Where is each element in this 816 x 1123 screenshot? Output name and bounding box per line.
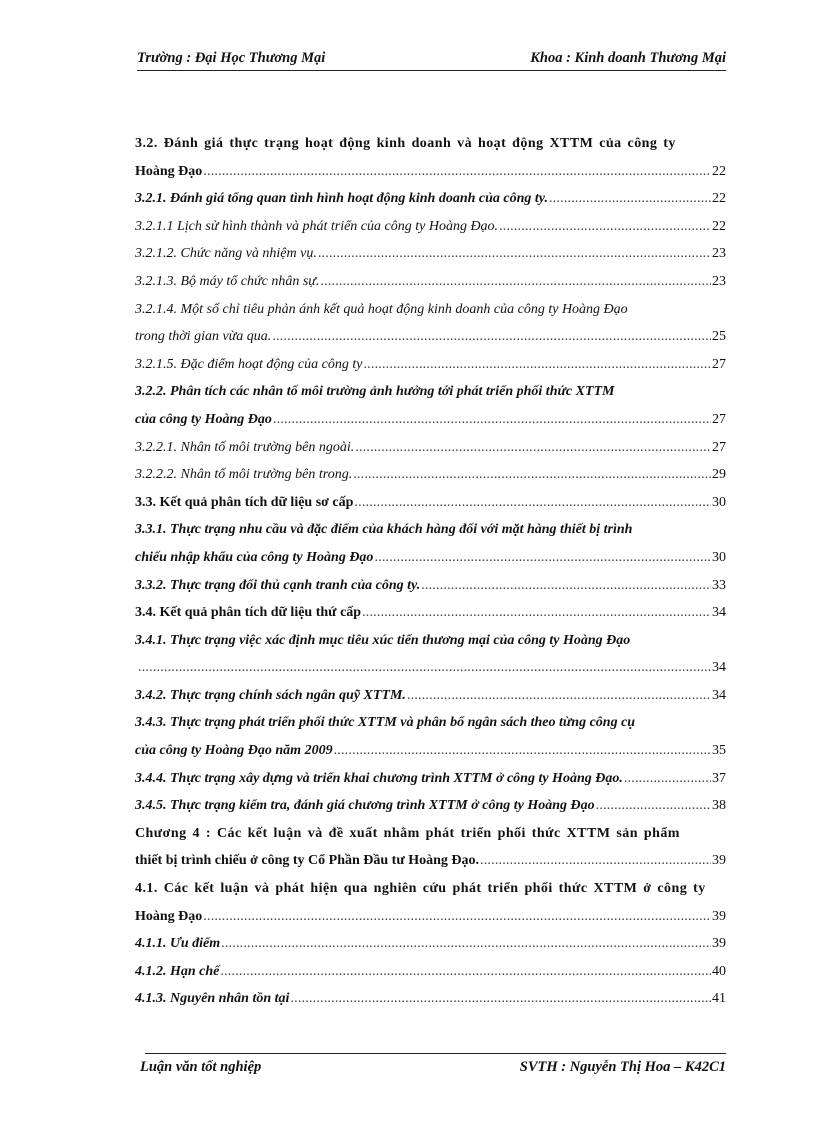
toc-entry-title: 3.2.1.5. Đặc điểm hoạt động của công ty [135,356,363,372]
page-footer [140,1059,726,1079]
toc-leader-dots [318,240,711,268]
toc-entry-title: 3.4.4. Thực trạng xây dựng và triển khai chương trình XTTM ở công ty Hoàng Đạo. [135,770,623,786]
footer-student: SVTH : Nguyễn Thị Hoa – K42C1 [519,1059,726,1075]
toc-entry[interactable] [135,351,726,379]
header-faculty: Khoa : Kinh doanh Thương Mại [530,50,726,66]
toc-page-number: 34 [712,605,726,621]
toc-leader-dots [363,351,711,379]
toc-entry[interactable] [135,599,726,627]
toc-entry-title-line1: 3.2.1.4. Một số chỉ tiêu phản ánh kết quả hoạt động kinh doanh của công ty Hoàng Đạo [135,301,628,317]
toc-leader-dots [353,461,711,489]
toc-page-number: 22 [712,218,726,234]
toc-leader-dots [272,323,711,351]
toc-leader-dots [596,792,711,820]
toc-entry-title: 3.2.1.3. Bộ máy tổ chức nhân sự. [135,273,320,289]
footer-thesis-label: Luận văn tốt nghiệp [140,1059,262,1075]
toc-page-number: 38 [712,798,726,814]
toc-leader-dots [221,930,711,958]
toc-leader-dots [355,434,711,462]
toc-entry-title: 3.4. Kết quả phân tích dữ liệu thứ cấp [135,605,362,621]
toc-entry[interactable] [135,572,726,600]
toc-page-number: 30 [712,494,726,510]
toc-entry-title: của công ty Hoàng Đạo [135,411,272,427]
toc-leader-dots [273,406,711,434]
toc-page-number: 27 [712,439,726,455]
toc-leader-dots [203,158,711,186]
table-of-contents [135,130,726,1013]
toc-leader-dots [499,213,711,241]
toc-entry[interactable] [135,765,726,793]
toc-entry[interactable] [135,627,726,682]
toc-entry-title: 3.2.1. Đánh giá tổng quan tình hình hoạt động kinh doanh của công ty. [135,191,548,207]
toc-entry-title: 4.1.1. Ưu điểm [135,936,221,952]
toc-page-number: 39 [712,936,726,952]
toc-entry-title: trong thời gian vừa qua. [135,329,272,345]
header-school: Trường : Đại Học Thương Mại [137,50,326,66]
toc-leader-dots [480,847,711,875]
toc-entry-title: 3.4.5. Thực trạng kiểm tra, đánh giá chương trình XTTM ở công ty Hoàng Đạo [135,798,595,814]
toc-leader-dots [624,765,711,793]
toc-entry[interactable] [135,516,726,571]
footer-divider [145,1053,726,1054]
toc-page-number: 41 [712,991,726,1007]
toc-entry[interactable] [135,296,726,351]
toc-page-number: 40 [712,963,726,979]
page-header [137,48,726,71]
toc-page-number: 27 [712,411,726,427]
toc-leader-dots [362,599,711,627]
toc-entry-title: 3.2.2.2. Nhân tố môi trường bên trong. [135,467,353,483]
toc-entry-title: chiếu nhập khẩu của công ty Hoàng Đạo [135,549,374,565]
toc-entry[interactable] [135,792,726,820]
toc-entry[interactable] [135,213,726,241]
toc-entry-title: 4.1.3. Nguyên nhân tồn tại [135,991,290,1007]
toc-entry-title: 3.3. Kết quả phân tích dữ liệu sơ cấp [135,494,354,510]
toc-page-number: 37 [712,770,726,786]
toc-entry-title-line1: 3.4.3. Thực trạng phát triển phối thức XTTM và phân bổ ngân sách theo từng công cụ [135,715,636,731]
toc-entry-title: 3.3.2. Thực trạng đối thủ cạnh tranh của công ty. [135,577,421,593]
toc-entry[interactable] [135,185,726,213]
toc-entry-title: 3.4.2. Thực trạng chính sách ngân quỹ XTTM. [135,687,406,703]
toc-entry-title-line1: 3.2. Đánh giá thực trạng hoạt động kinh doanh và hoạt động XTTM của công ty [135,136,676,151]
toc-entry-title: của công ty Hoàng Đạo năm 2009 [135,743,333,759]
toc-leader-dots [320,268,711,296]
toc-page-number: 35 [712,743,726,759]
toc-entry-title: Hoàng Đạo [135,163,203,179]
toc-page-number: 27 [712,356,726,372]
toc-page-number: 33 [712,577,726,593]
toc-page-number: 23 [712,273,726,289]
toc-entry-title-line1: 4.1. Các kết luận và phát hiện qua nghiên cứu phát triển phối thức XTTM ở công ty [135,881,706,897]
toc-entry[interactable] [135,682,726,710]
toc-leader-dots [203,903,711,931]
toc-entry[interactable] [135,461,726,489]
toc-entry-title-line1: 3.3.1. Thực trạng nhu cầu và đặc điểm của khách hàng đối với mặt hàng thiết bị trình [135,522,633,538]
toc-page-number: 29 [712,467,726,483]
toc-page-number: 34 [712,687,726,703]
toc-entry-title: Hoàng Đạo [135,908,203,924]
toc-entry[interactable] [135,875,726,930]
toc-leader-dots [374,544,711,572]
toc-entry[interactable] [135,958,726,986]
toc-entry[interactable] [135,985,726,1013]
toc-entry[interactable] [135,268,726,296]
toc-page-number: 39 [712,908,726,924]
toc-entry-title: thiết bị trình chiếu ở công ty Cổ Phần Đầu tư Hoàng Đạo. [135,853,480,869]
toc-entry[interactable] [135,709,726,764]
toc-leader-dots [407,682,711,710]
toc-entry[interactable] [135,489,726,517]
toc-entry[interactable] [135,434,726,462]
toc-page-number: 22 [712,163,726,179]
toc-page-number: 30 [712,549,726,565]
toc-leader-dots [354,489,711,517]
toc-page-number: 39 [712,853,726,869]
toc-page-number: 22 [712,191,726,207]
toc-entry-title: 4.1.2. Hạn chế [135,963,220,979]
toc-entry-title: 3.2.1.1 Lịch sử hình thành và phát triển của công ty Hoàng Đạo. [135,218,499,234]
toc-entry-title-line1: 3.4.1. Thực trạng việc xác định mục tiêu xúc tiến thương mại của công ty Hoàng Đạo [135,632,631,648]
toc-leader-dots [334,737,711,765]
toc-leader-dots [549,185,711,213]
toc-entry[interactable] [135,240,726,268]
toc-entry-title: 3.2.1.2. Chức năng và nhiệm vụ. [135,246,317,262]
toc-leader-dots [220,958,711,986]
toc-entry-title-line1: Chương 4 : Các kết luận và đề xuất nhằm phát triển phối thức XTTM sản phẩm [135,825,680,841]
toc-entry-title: 3.2.2.1. Nhân tố môi trường bên ngoài. [135,439,355,455]
toc-leader-dots [290,985,711,1013]
toc-entry[interactable] [135,130,726,185]
toc-leader-dots [421,572,711,600]
toc-leader-dots [138,654,711,682]
toc-entry[interactable] [135,930,726,958]
toc-entry[interactable] [135,378,726,433]
toc-page-number: 23 [712,246,726,262]
toc-page-number: 34 [712,660,726,676]
toc-page-number: 25 [712,329,726,345]
toc-entry[interactable] [135,820,726,875]
toc-entry-title-line1: 3.2.2. Phân tích các nhân tố môi trường ảnh hưởng tới phát triển phối thức XTTM [135,384,615,400]
